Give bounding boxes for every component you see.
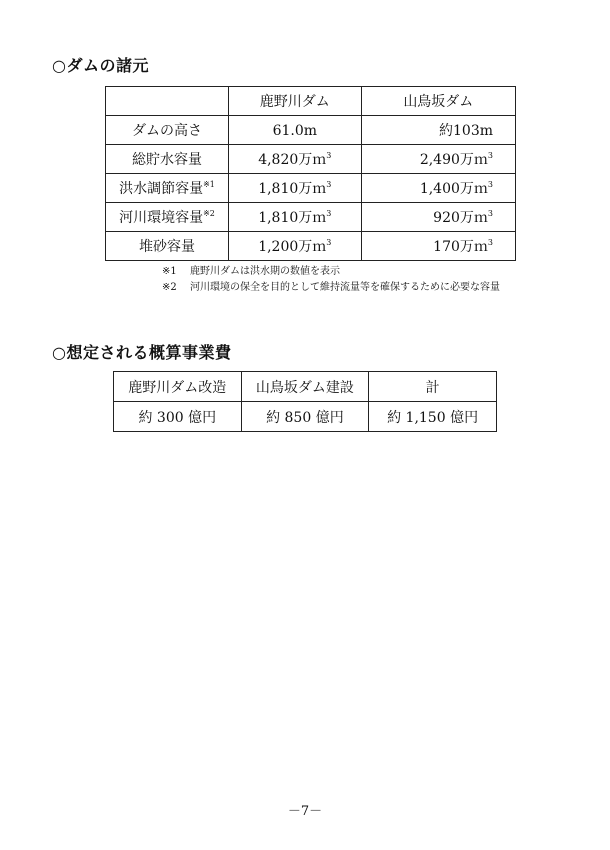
table-header-cell: 計 [369, 372, 497, 402]
value-cell: 約 1,150 億円 [369, 402, 497, 432]
table-row [106, 203, 516, 232]
row-label: ダムの高さ [106, 116, 229, 145]
table-header-cell [106, 87, 229, 116]
value-cell: 1,400万ｍ$^3$ [361, 174, 515, 203]
table-header-cell: 山鳥坂ダム [361, 87, 515, 116]
note-item: ※2 河川環境の保全を目的として維持流量等を確保するために必要な容量 [162, 282, 500, 293]
row-label: 堆砂容量 [106, 232, 229, 261]
table-row [106, 116, 516, 145]
table-row [106, 174, 516, 203]
value-cell: 約103m [361, 116, 515, 145]
value-cell: 920万ｍ$^3$ [361, 203, 515, 232]
row-label: 河川環境容量$^{※2}$ [106, 203, 229, 232]
value-cell: 4,820万ｍ$^3$ [228, 145, 361, 174]
table-row [106, 145, 516, 174]
value-cell: 1,810万ｍ$^3$ [228, 174, 361, 203]
value-cell: 1,200万ｍ$^3$ [228, 232, 361, 261]
project-cost-heading: ○想定される概算事業費 [52, 343, 232, 362]
table-notes [162, 264, 500, 296]
table-header-cell: 鹿野川ダム改造 [114, 372, 242, 402]
value-cell: 2,490万ｍ$^3$ [361, 145, 515, 174]
table-header-row [114, 372, 497, 402]
table-header-row [106, 87, 516, 116]
value-cell: 約 300 億円 [114, 402, 242, 432]
row-label: 総貯水容量 [106, 145, 229, 174]
row-label: 洪水調節容量$^{※1}$ [106, 174, 229, 203]
value-cell: 61.0m [228, 116, 361, 145]
note-item: ※1 鹿野川ダムは洪水期の数値を表示 [162, 266, 340, 277]
table-header-cell: 山鳥坂ダム建設 [241, 372, 369, 402]
table-row [106, 232, 516, 261]
dam-specs-heading: ○ダムの諸元 [52, 56, 149, 75]
value-cell: 約 850 億円 [241, 402, 369, 432]
dam-specs-table [105, 86, 516, 261]
value-cell: 1,810万ｍ$^3$ [228, 203, 361, 232]
page-number: －7－ [287, 804, 323, 819]
project-cost-table [113, 371, 497, 432]
table-header-cell: 鹿野川ダム [228, 87, 361, 116]
table-row [114, 402, 497, 432]
value-cell: 170万ｍ$^3$ [361, 232, 515, 261]
